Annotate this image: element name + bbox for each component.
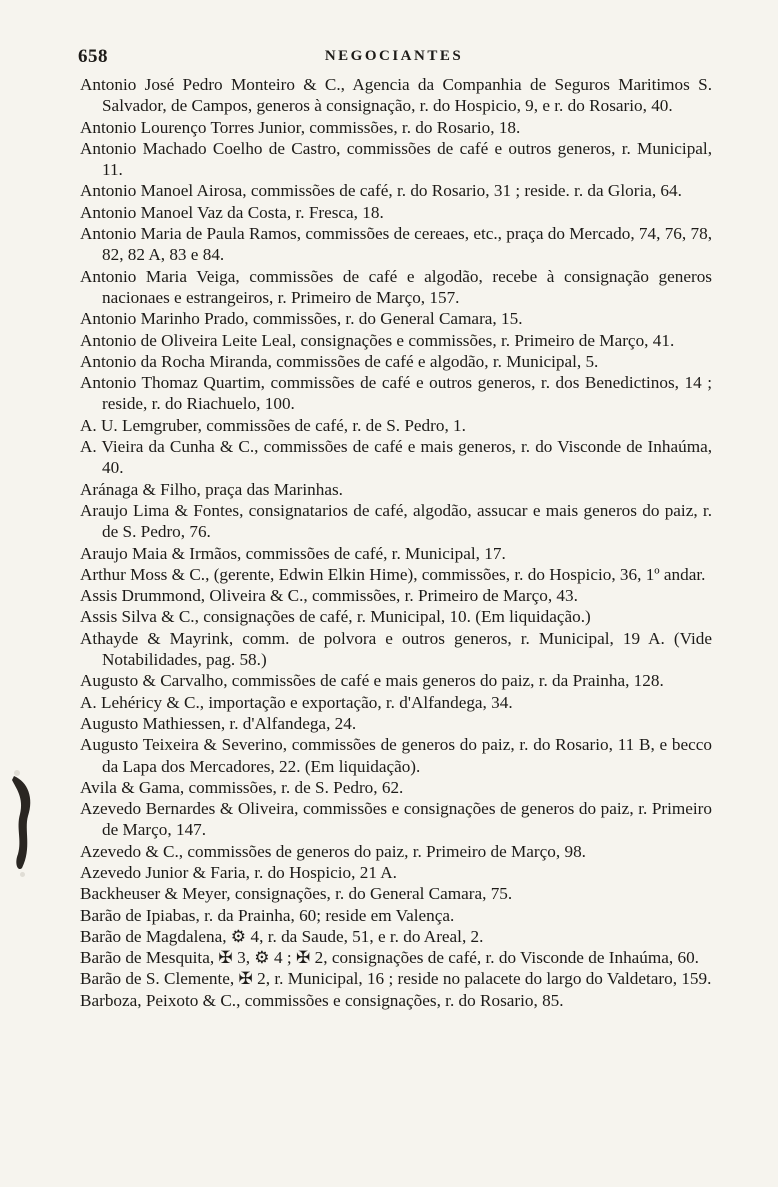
list-item: Antonio Maria de Paula Ramos, commissões de cereaes, etc., praça do Mercado, 74, 76, 78, 82, 82 A, 83 e 84. bbox=[80, 224, 712, 265]
binding-shadow-mark bbox=[8, 768, 42, 878]
list-item: Barão de S. Clemente, ✠ 2, r. Municipal, 16 ; reside no palacete do largo do Valdetaro, 159. bbox=[80, 969, 712, 989]
list-item: Barão de Magdalena, ⚙ 4, r. da Saude, 51, e r. do Areal, 2. bbox=[80, 926, 484, 946]
list-item: Antonio Thomaz Quartim, commissões de café e outros generos, r. dos Benedictinos, 14 ; reside, r. do Riachuelo, 100. bbox=[80, 373, 712, 414]
list-item: Athayde & Mayrink, comm. de polvora e outros generos, r. Municipal, 19 A. (Vide Notabilidades, pag. 58.) bbox=[80, 628, 712, 670]
list-item: Assis Drummond, Oliveira & C., commissões, r. Primeiro de Março, 43. bbox=[80, 586, 578, 606]
list-item: A. U. Lemgruber, commissões de café, r. de S. Pedro, 1. bbox=[80, 415, 466, 435]
list-item: Barão de Ipiabas, r. da Prainha, 60; reside em Valença. bbox=[80, 905, 455, 925]
list-item: Augusto & Carvalho, commissões de café e mais generos do paiz, r. da Prainha, 128. bbox=[80, 671, 664, 691]
paper-spot bbox=[14, 770, 20, 776]
list-item: Antonio Machado Coelho de Castro, commissões de café e outros generos, r. Municipal, 11. bbox=[80, 138, 712, 180]
page-number: 658 bbox=[78, 46, 108, 67]
list-item: Augusto Mathiessen, r. d'Alfandega, 24. bbox=[80, 713, 357, 733]
list-item: Antonio de Oliveira Leite Leal, consignações e commissões, r. Primeiro de Março, 41. bbox=[80, 330, 675, 350]
page-header bbox=[78, 46, 710, 72]
list-item: Backheuser & Meyer, consignações, r. do General Camara, 75. bbox=[80, 884, 513, 904]
list-item: Antonio Maria Veiga, commissões de café e algodão, recebe à consignação generos nacionaes e estrangeiros, r. Primeiro de Março, 157. bbox=[80, 266, 712, 307]
list-item: A. Vieira da Cunha & C., commissões de café e mais generos, r. do Visconde de Inhaúma, 40. bbox=[80, 437, 712, 478]
paper-spot bbox=[20, 872, 25, 877]
list-item: Barão de Mesquita, ✠ 3, ⚙ 4 ; ✠ 2, consignações de café, r. do Visconde de Inhaúma, 60. bbox=[80, 948, 699, 968]
list-item: Assis Silva & C., consignações de café, r. Municipal, 10. (Em liquidação.) bbox=[80, 607, 591, 627]
list-item: Avila & Gama, commissões, r. de S. Pedro, 62. bbox=[80, 777, 404, 797]
list-item: A. Lehéricy & C., importação e exportação, r. d'Alfandega, 34. bbox=[80, 692, 513, 712]
list-item: Antonio Manoel Vaz da Costa, r. Fresca, 18. bbox=[80, 202, 384, 222]
list-item: Antonio Manoel Airosa, commissões de café, r. do Rosario, 31 ; reside. r. da Gloria, 64. bbox=[80, 181, 682, 201]
list-item: Antonio Marinho Prado, commissões, r. do General Camara, 15. bbox=[80, 309, 523, 329]
running-head: NEGOCIANTES bbox=[324, 48, 464, 64]
list-item: Azevedo & C., commissões de generos do paiz, r. Primeiro de Março, 98. bbox=[80, 841, 586, 861]
list-item: Azevedo Junior & Faria, r. do Hospicio, 21 A. bbox=[80, 862, 397, 882]
list-item: Antonio José Pedro Monteiro & C., Agencia da Companhia de Seguros Maritimos S. Salvador, de Campos, generos à consignação, r. do Hospicio, 9, e r. do Rosario, 40. bbox=[80, 75, 712, 116]
list-item: Arthur Moss & C., (gerente, Edwin Elkin Hime), commissões, r. do Hospicio, 36, 1º andar. bbox=[80, 564, 706, 584]
list-item: Aránaga & Filho, praça das Marinhas. bbox=[80, 479, 343, 499]
entry-list bbox=[80, 74, 712, 1011]
list-item: Barboza, Peixoto & C., commissões e consignações, r. do Rosario, 85. bbox=[80, 990, 564, 1010]
list-item: Augusto Teixeira & Severino, commissões de generos do paiz, r. do Rosario, 11 B, e becco da Lapa dos Mercadores, 22. (Em liquidação). bbox=[80, 735, 712, 776]
list-item: Azevedo Bernardes & Oliveira, commissões e consignações de generos do paiz, r. Primeiro de Março, 147. bbox=[80, 799, 712, 840]
list-item: Araujo Lima & Fontes, consignatarios de café, algodão, assucar e mais generos do paiz, r. de S. Pedro, 76. bbox=[80, 500, 712, 542]
list-item: Araujo Maia & Irmãos, commissões de café, r. Municipal, 17. bbox=[80, 543, 506, 563]
list-item: Antonio Lourenço Torres Junior, commissões, r. do Rosario, 18. bbox=[80, 117, 521, 137]
list-item: Antonio da Rocha Miranda, commissões de café e algodão, r. Municipal, 5. bbox=[80, 351, 599, 371]
